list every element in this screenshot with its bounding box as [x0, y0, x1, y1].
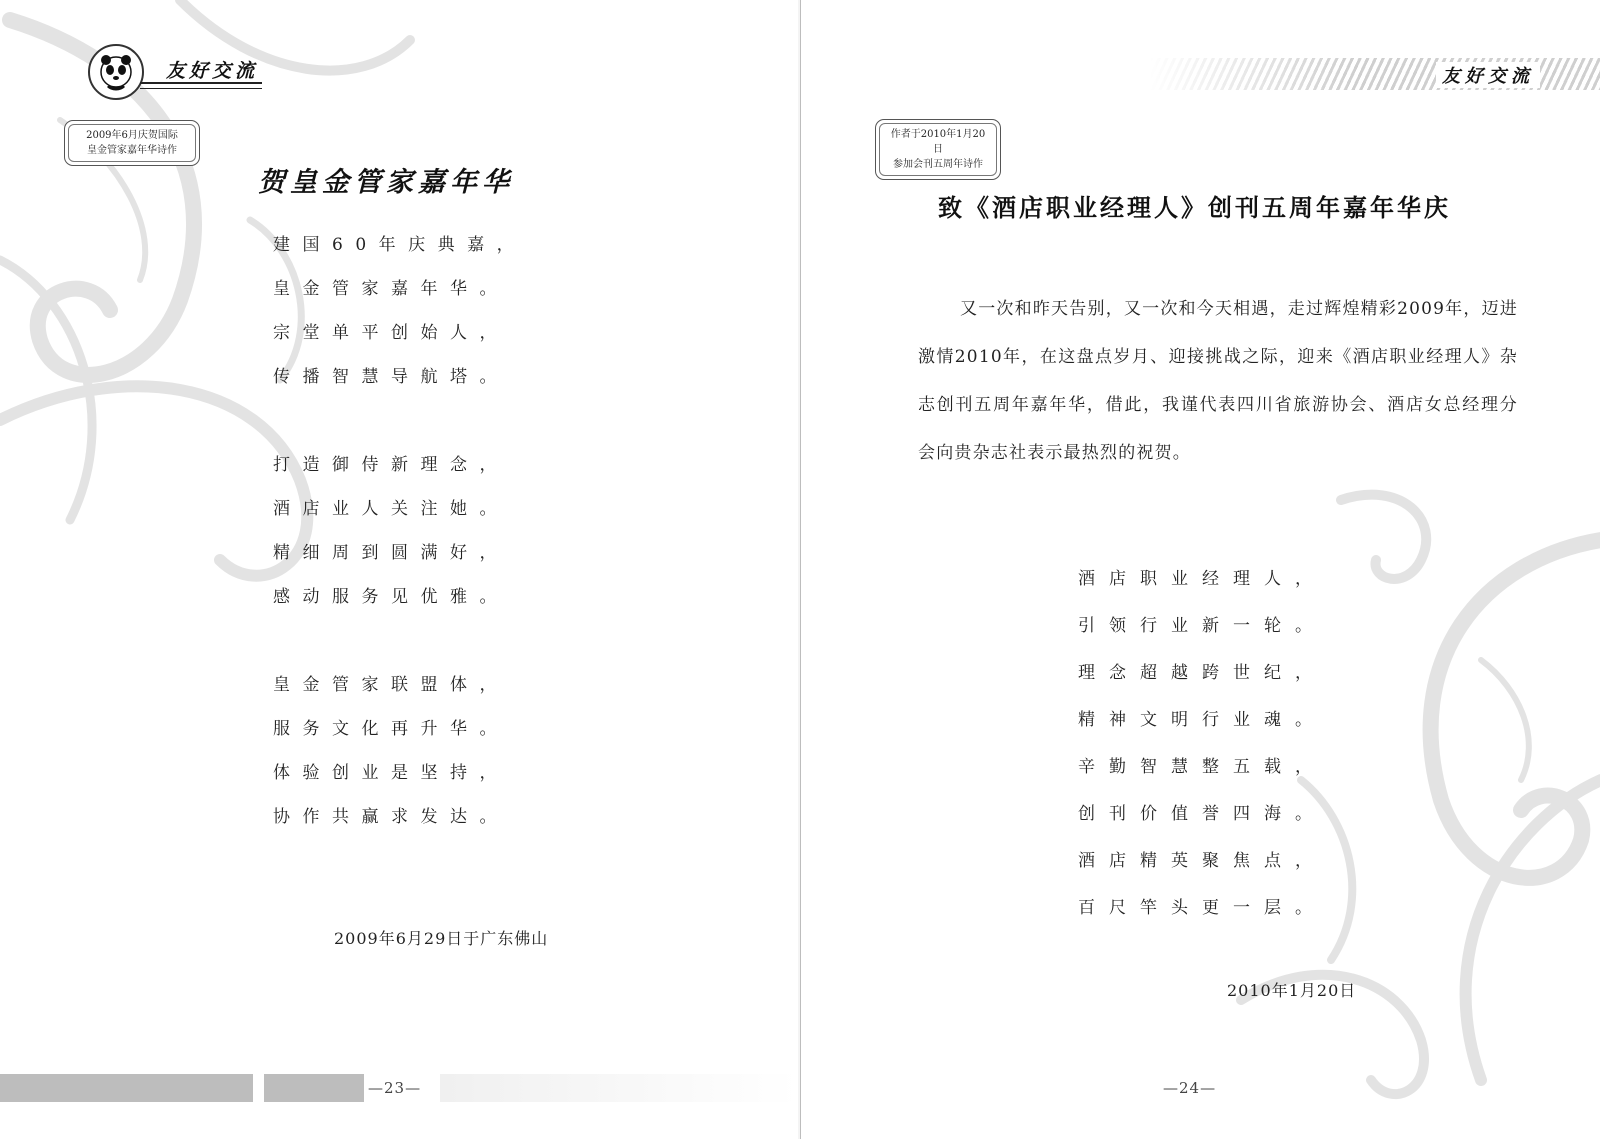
stanza [273, 443, 526, 619]
poem-line: 百尺竿头更一层。 [1078, 898, 1326, 918]
stanza [273, 663, 526, 839]
poem-line: 传播智慧导航塔。 [273, 367, 509, 387]
footer-bar [264, 1074, 364, 1102]
stamp-line: 参加会刊五周年诗作 [893, 159, 983, 170]
poem-line: 精神文明行业魂。 [1078, 710, 1326, 730]
poem-line: 精细周到圆满好， [273, 543, 509, 563]
stamp-line: 2009年6月庆贺国际 [86, 130, 178, 141]
stamp-line: 作者于2010年1月20日 [890, 129, 986, 155]
poem-line: 酒店职业经理人， [1078, 569, 1326, 589]
poem-line: 协作共赢求发达。 [273, 807, 509, 827]
paragraph: 又一次和昨天告别，又一次和今天相遇，走过辉煌精彩2009年，迈进激情2010年，在这盘点岁月、迎接挑战之际，迎来《酒店职业经理人》杂志创刊五周年嘉年华，借此，我谨代表四川省旅游协会、酒店女总经理分会向贵杂志社表示最热烈的祝贺。 [918, 299, 1518, 463]
poem-date: 2010年1月20日 [1227, 981, 1357, 1000]
poem-line: 服务文化再升华。 [273, 719, 509, 739]
header-rule [140, 82, 262, 89]
poem-line: 理念超越跨世纪， [1078, 663, 1326, 683]
poem-line: 宗堂单平创始人， [273, 323, 509, 343]
poem-line: 打造御侍新理念， [273, 455, 509, 475]
poem-line: 皇金管家嘉年华。 [273, 279, 509, 299]
poem-line: 皇金管家联盟体， [273, 675, 509, 695]
poem-right [1078, 556, 1326, 932]
footer-bar [0, 1074, 253, 1102]
poem-title: 贺皇金管家嘉年华 [258, 167, 514, 198]
page-left [0, 0, 799, 1139]
poem-date: 2009年6月29日于广东佛山 [334, 929, 549, 948]
poem-line: 酒店业人关注她。 [273, 499, 509, 519]
poem-note-stamp [64, 120, 200, 166]
poem-line: 酒店精英聚焦点， [1078, 851, 1326, 871]
stamp-line: 皇金管家嘉年华诗作 [87, 145, 177, 156]
stanza [273, 223, 526, 399]
poem-line: 辛勤智慧整五载， [1078, 757, 1326, 777]
poem-line: 创刊价值誉四海。 [1078, 804, 1326, 824]
page-number: —23— [368, 1079, 422, 1097]
poem-line: 引领行业新一轮。 [1078, 616, 1326, 636]
page-number: —24— [1163, 1079, 1217, 1097]
panda-logo-icon [88, 44, 144, 100]
article-body [918, 285, 1518, 477]
poem-line: 建国60年庆典嘉， [273, 235, 527, 255]
poem-note-stamp [875, 119, 1001, 180]
section-label: 友好交流 [1436, 62, 1540, 88]
footer-bar [440, 1074, 798, 1102]
section-label: 友好交流 [166, 60, 259, 82]
poem-line: 体验创业是坚持， [273, 763, 509, 783]
poem-line: 感动服务见优雅。 [273, 587, 509, 607]
poem-left [273, 223, 526, 883]
article-title: 致《酒店职业经理人》创刊五周年嘉年华庆 [938, 193, 1451, 222]
